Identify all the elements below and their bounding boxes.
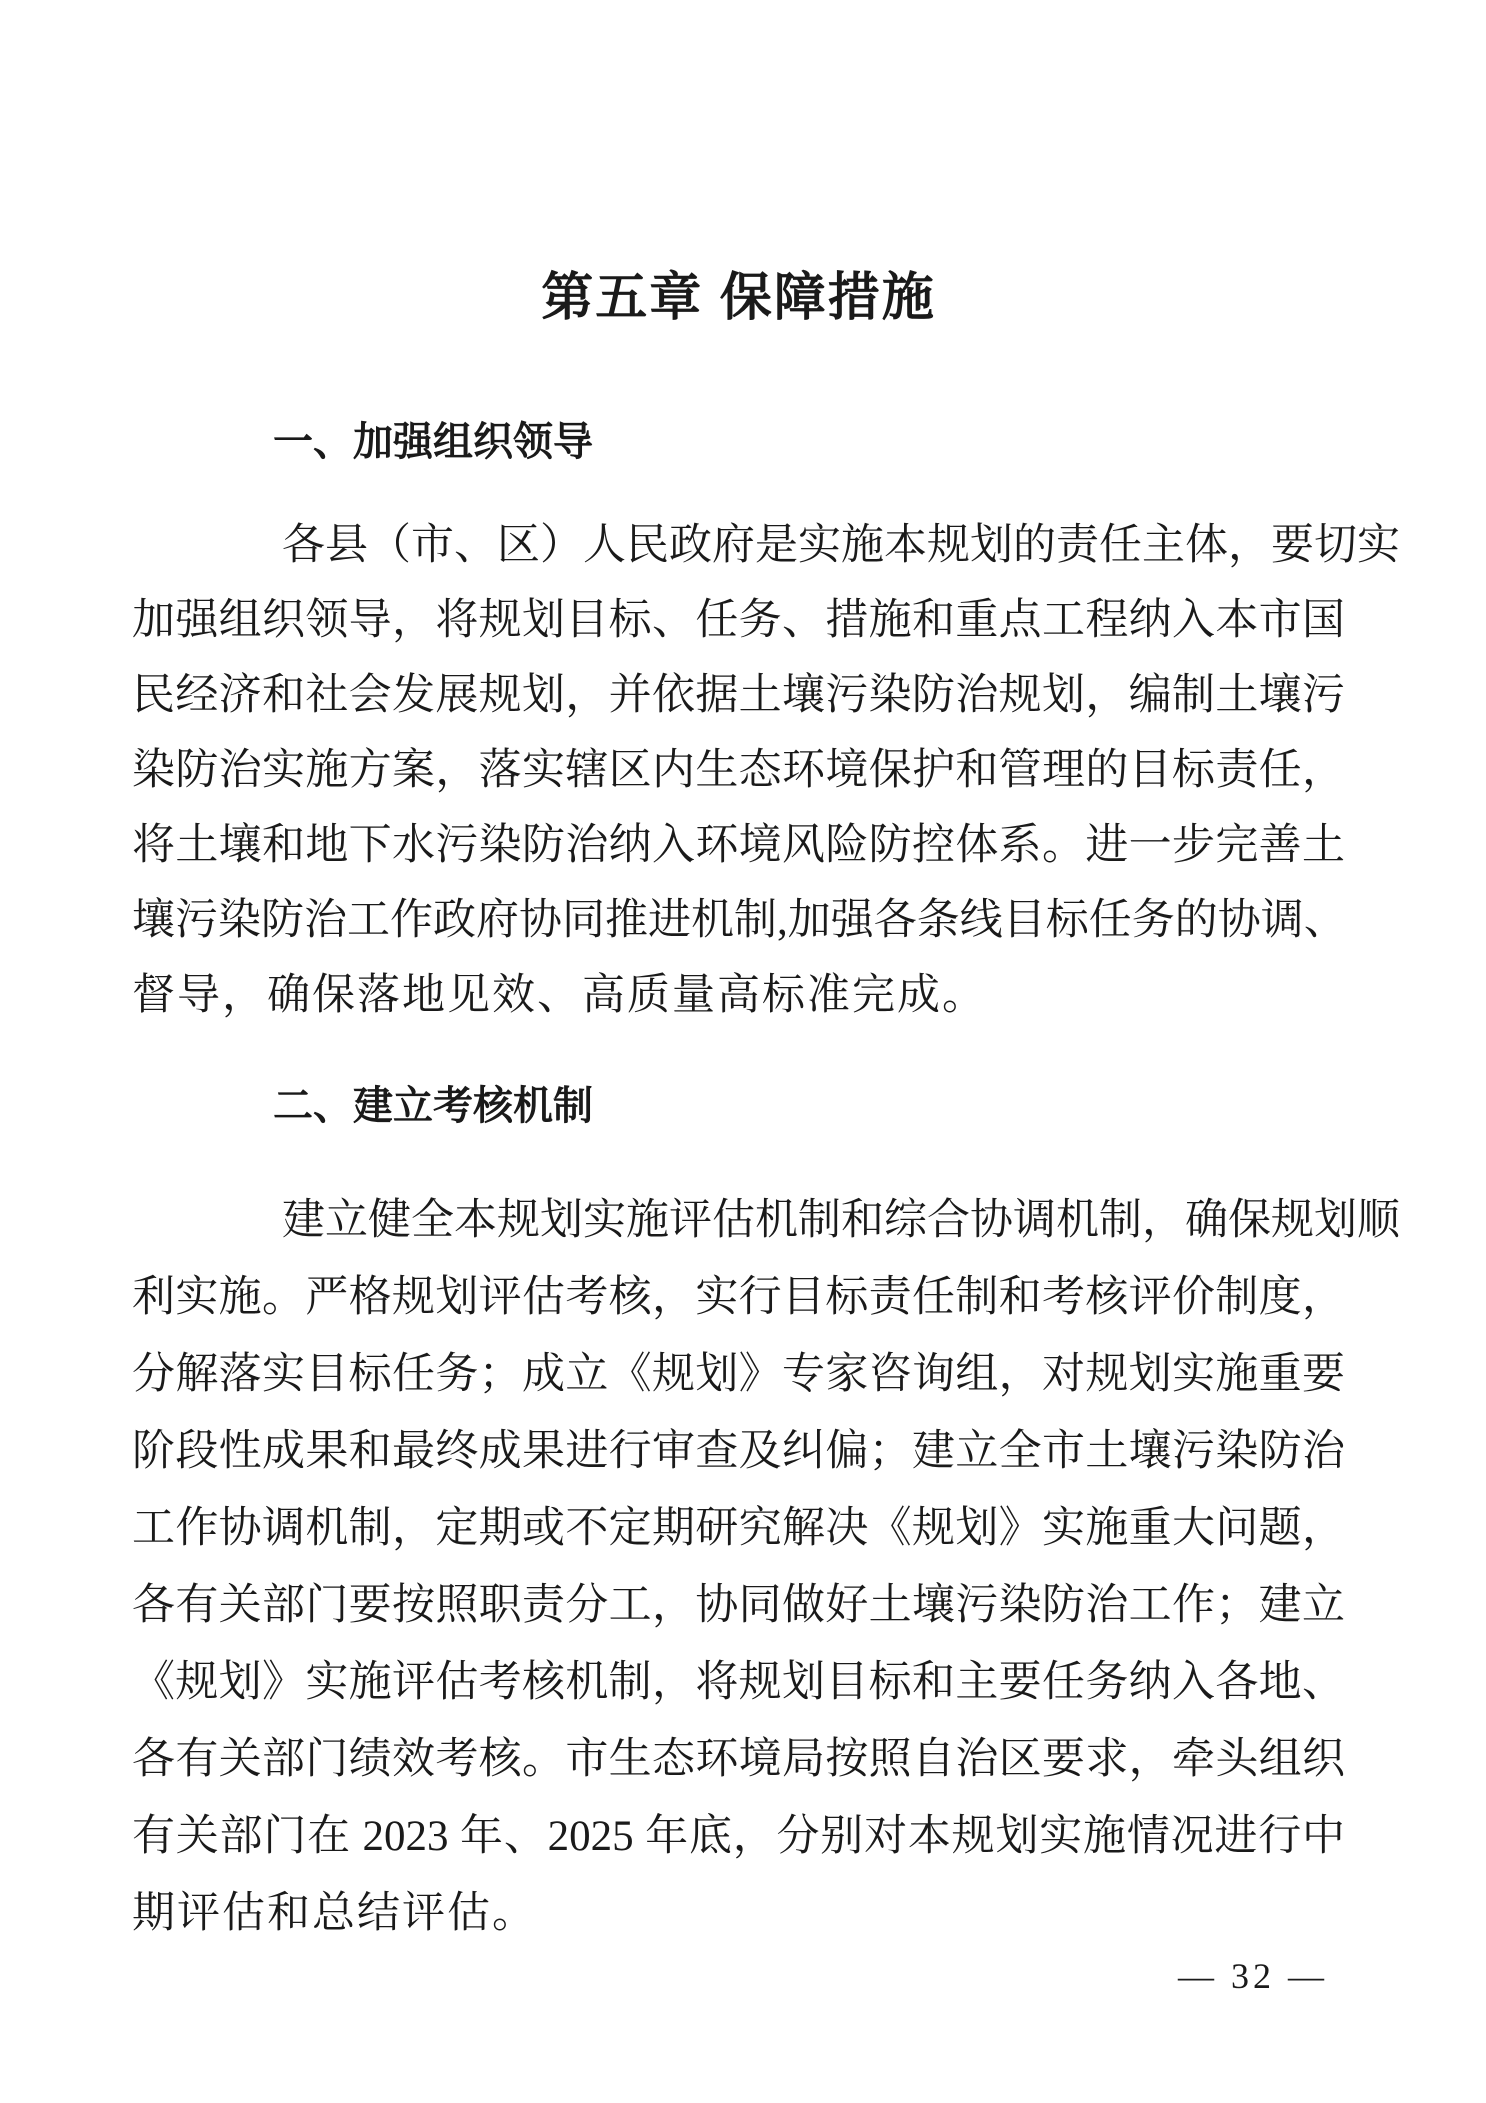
page-number: — 32 — <box>1178 1956 1328 1996</box>
text-line: 加强组织领导，将规划目标、任务、措施和重点工程纳入本市国 <box>132 597 1345 644</box>
text-line: 各有关部门要按照职责分工，协同做好土壤污染防治工作；建立 <box>132 1582 1345 1629</box>
text-line: 《规划》实施评估考核机制，将规划目标和主要任务纳入各地、 <box>132 1659 1345 1706</box>
text-line: 建立健全本规划实施评估机制和综合协调机制，确保规划顺 <box>282 1197 1400 1244</box>
section-paragraph-2 <box>132 1182 1400 1952</box>
text-line: 各县（市、区）人民政府是实施本规划的责任主体，要切实 <box>282 522 1400 569</box>
text-line: 督导，确保落地见效、高质量高标准完成。 <box>132 972 987 1019</box>
text-line: 期评估和总结评估。 <box>132 1890 537 1937</box>
text-line: 民经济和社会发展规划，并依据土壤污染防治规划，编制土壤污 <box>132 672 1345 719</box>
text-line: 染防治实施方案，落实辖区内生态环境保护和管理的目标责任， <box>132 747 1345 794</box>
text-line: 工作协调机制，定期或不定期研究解决《规划》实施重大问题， <box>132 1505 1345 1552</box>
section-paragraph-1 <box>132 508 1400 1033</box>
text-line: 壤污染防治工作政府协同推进机制,加强各条线目标任务的协调、 <box>132 897 1347 944</box>
text-line: 有关部门在 2023 年、2025 年底，分别对本规划实施情况进行中 <box>132 1813 1345 1860</box>
text-line: 各有关部门绩效考核。市生态环境局按照自治区要求，牵头组织 <box>132 1736 1345 1783</box>
section-heading-1: 一、加强组织领导 <box>273 420 593 464</box>
section-heading-2: 二、建立考核机制 <box>273 1084 593 1128</box>
text-line: 将土壤和地下水污染防治纳入环境风险防控体系。进一步完善土 <box>132 822 1345 869</box>
text-line: 分解落实目标任务；成立《规划》专家咨询组，对规划实施重要 <box>132 1351 1345 1398</box>
chapter-title: 第五章 保障措施 <box>541 269 936 327</box>
text-line: 利实施。严格规划评估考核，实行目标责任制和考核评价制度， <box>132 1274 1345 1321</box>
text-line: 阶段性成果和最终成果进行审查及纠偏；建立全市土壤污染防治 <box>132 1428 1345 1475</box>
